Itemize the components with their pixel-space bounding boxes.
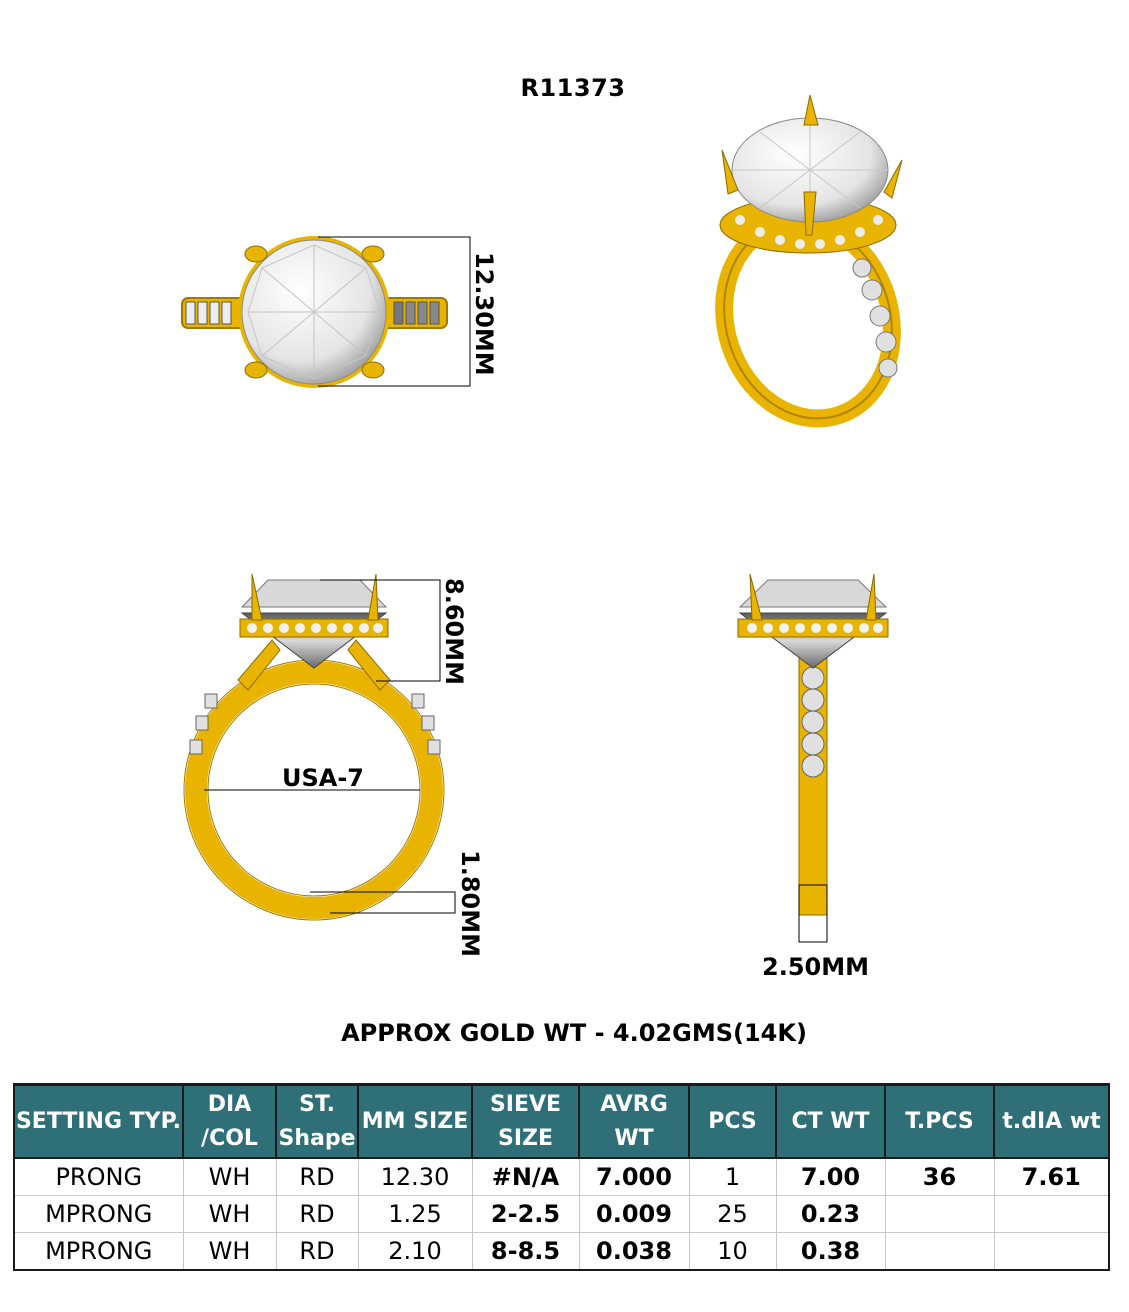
table-row [14,1196,1109,1233]
cell-mm-size: 1.25 [358,1196,472,1233]
header-ct-wt: CT WT [776,1085,885,1159]
cell-total-dia-wt [994,1233,1109,1271]
front-view [184,574,455,920]
cell-pcs: 10 [689,1233,776,1271]
cell-stone-shape: RD [276,1233,358,1271]
shank-thickness-label: 1.80MM [456,850,484,957]
cell-avrg-wt: 0.038 [579,1233,689,1271]
table-row [14,1158,1109,1196]
header-mm-size: MM SIZE [358,1085,472,1159]
cell-setting-type: PRONG [14,1158,183,1196]
header-pcs: PCS [689,1085,776,1159]
header-sieve-size: SIEVE SIZE [472,1085,579,1159]
cell-mm-size: 2.10 [358,1233,472,1271]
stone-spec-table [13,1083,1110,1271]
cell-sieve-size: 8-8.5 [472,1233,579,1271]
cell-stone-shape: RD [276,1158,358,1196]
cell-setting-type: MPRONG [14,1196,183,1233]
cell-ct-wt: 0.38 [776,1233,885,1271]
cell-dia-col: WH [183,1158,276,1196]
height-label: 8.60MM [440,578,468,685]
header-stone-shape: ST. Shape [276,1085,358,1159]
cell-mm-size: 12.30 [358,1158,472,1196]
header-total-dia-wt: t.dIA wt [994,1085,1109,1159]
cell-dia-col: WH [183,1196,276,1233]
side-view [738,574,888,942]
gold-weight: APPROX GOLD WT - 4.02GMS(14K) [341,1019,807,1047]
cell-sieve-size: #N/A [472,1158,579,1196]
cell-pcs: 1 [689,1158,776,1196]
top-view [182,236,470,388]
header-total-pcs: T.PCS [885,1085,994,1159]
table-header-row [14,1085,1109,1159]
header-setting-type: SETTING TYP. [14,1085,183,1159]
perspective-view [699,95,917,440]
cell-ct-wt: 0.23 [776,1196,885,1233]
cell-setting-type: MPRONG [14,1233,183,1271]
cell-total-dia-wt: 7.61 [994,1158,1109,1196]
design-number: R11373 [520,74,626,102]
cell-total-pcs [885,1196,994,1233]
cell-dia-col: WH [183,1233,276,1271]
cell-avrg-wt: 7.000 [579,1158,689,1196]
cell-avrg-wt: 0.009 [579,1196,689,1233]
cell-total-pcs [885,1233,994,1271]
cell-stone-shape: RD [276,1196,358,1233]
cell-total-pcs: 36 [885,1158,994,1196]
cell-ct-wt: 7.00 [776,1158,885,1196]
shank-width-label: 2.50MM [762,953,869,981]
header-avrg-wt: AVRG WT [579,1085,689,1159]
cell-total-dia-wt [994,1196,1109,1233]
ring-size-label: USA-7 [282,764,365,792]
header-dia-col: DIA /COL [183,1085,276,1159]
table-row [14,1233,1109,1271]
cell-sieve-size: 2-2.5 [472,1196,579,1233]
top-width-label: 12.30MM [470,252,498,376]
cell-pcs: 25 [689,1196,776,1233]
